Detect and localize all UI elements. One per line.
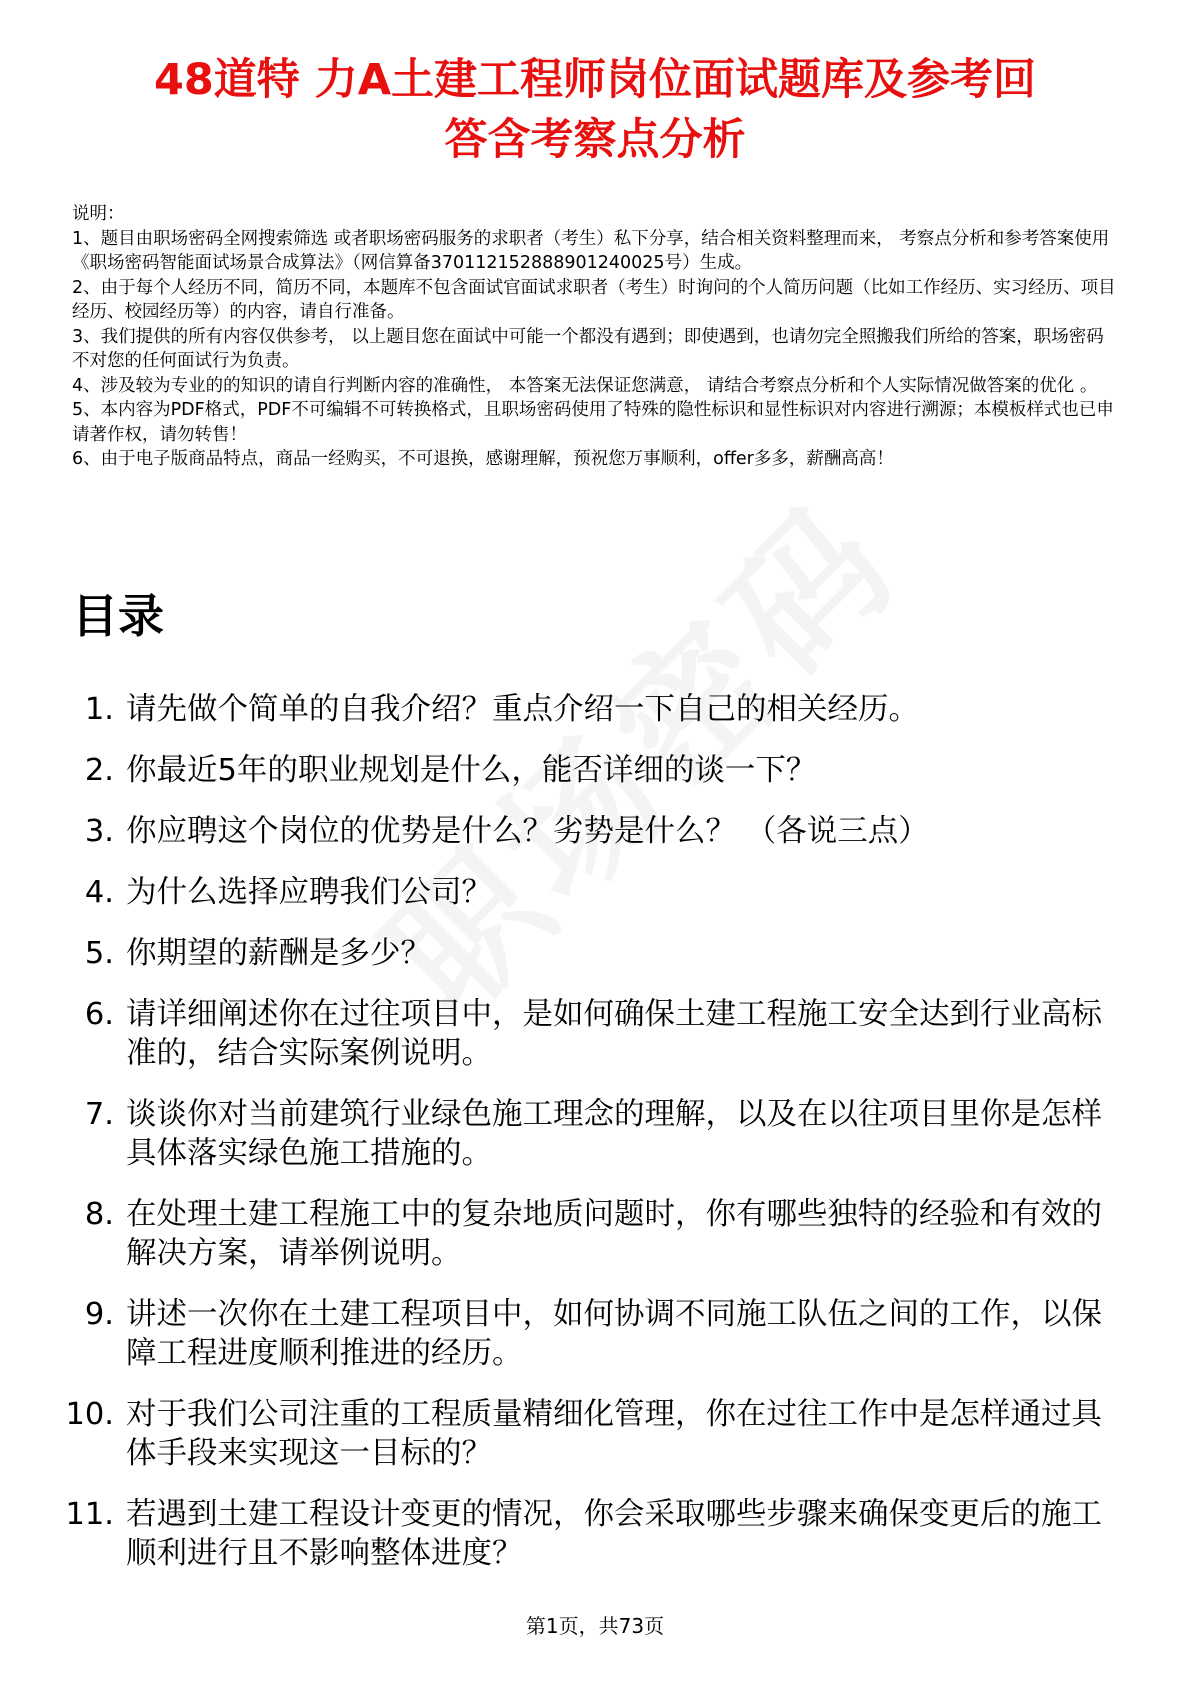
note-item: 4、涉及较为专业的的知识的请自行判断内容的准确性， 本答案无法保证您满意， 请结合考察点分析和个人实际情况做答案的优化 。 [72,375,1098,396]
toc-item-text: 请详细阐述你在过往项目中，是如何确保土建工程施工安全达到行业高标准的，结合实际案例说明。 [126,997,1102,1071]
toc-item-number: 6. [84,997,114,1032]
notes-section [72,202,1118,472]
toc-item[interactable] [0,995,1190,1073]
note-item: 2、由于每个人经历不同，简历不同，本题库不包含面试官面试求职者（考生）时询问的个人简历问题（比如工作经历、实习经历、项目经历、校园经历等）的内容，请自行准备。 [72,277,1116,322]
toc-item[interactable] [0,1395,1190,1473]
toc-item[interactable] [0,1095,1190,1173]
toc-item-number: 10. [65,1397,114,1432]
toc-item-text: 谈谈你对当前建筑行业绿色施工理念的理解，以及在以往项目里你是怎样具体落实绿色施工措施的。 [126,1097,1102,1171]
toc-item-text: 你应聘这个岗位的优势是什么？劣势是什么？ （各说三点） [126,814,929,849]
toc-item-number: 2. [84,753,114,788]
toc-item[interactable] [0,1195,1190,1273]
toc-item[interactable] [0,934,1190,973]
note-item: 3、我们提供的所有内容仅供参考， 以上题目您在面试中可能一个都没有遇到；即使遇到，也请勿完全照搬我们所给的答案，职场密码不对您的任何面试行为负责。 [72,326,1104,371]
toc-item[interactable] [0,812,1190,851]
title-line-2: 答含考察点分析 [444,115,746,165]
note-item: 5、本内容为PDF格式，PDF不可编辑不可转换格式，且职场密码使用了特殊的隐性标识和显性标识对内容进行溯源；本模板样式也已申请著作权，请勿转售！ [72,400,1114,445]
toc-item[interactable] [0,1495,1190,1573]
document-title [60,50,1130,170]
toc-item-text: 讲述一次你在土建工程项目中，如何协调不同施工队伍之间的工作，以保障工程进度顺利推进的经历。 [126,1297,1102,1371]
note-item: 1、题目由职场密码全网搜索筛选 或者职场密码服务的求职者（考生）私下分享，结合相关资料整理而来， 考察点分析和参考答案使用《职场密码智能面试场景合成算法》（网信算备370112152888901240025号）生成。 [72,228,1110,273]
toc-item-text: 在处理土建工程施工中的复杂地质问题时，你有哪些独特的经验和有效的解决方案，请举例说明。 [126,1197,1102,1271]
toc-item[interactable] [0,873,1190,912]
toc-item-text: 为什么选择应聘我们公司？ [126,875,492,910]
toc-item-number: 7. [84,1097,114,1132]
page-footer: 第1页，共73页 [525,1614,665,1638]
toc-item-number: 4. [84,875,114,910]
toc-item[interactable] [0,690,1190,729]
notes-heading: 说明： [72,204,125,224]
note-item: 6、由于电子版商品特点，商品一经购买，不可退换，感谢理解，预祝您万事顺利，offer多多，薪酬高高！ [72,449,894,469]
toc-item-text: 若遇到土建工程设计变更的情况，你会采取哪些步骤来确保变更后的施工顺利进行且不影响整体进度？ [126,1497,1102,1571]
toc-item-text: 请先做个简单的自我介绍？重点介绍一下自己的相关经历。 [126,692,919,727]
toc-item-number: 11. [65,1497,114,1532]
toc-heading: 目录 [72,589,164,643]
toc-item-number: 5. [84,936,114,971]
toc-item-text: 你最近5年的职业规划是什么，能否详细的谈一下？ [126,753,817,788]
toc-item-number: 9. [84,1297,114,1332]
toc-item-number: 8. [84,1197,114,1232]
toc-item-number: 3. [84,814,114,849]
toc-item-text: 对于我们公司注重的工程质量精细化管理，你在过往工作中是怎样通过具体手段来实现这一目标的？ [126,1397,1102,1471]
table-of-contents [0,690,1190,1595]
title-line-1: 48道特 力A土建工程师岗位面试题库及参考回 [153,55,1037,105]
toc-item-text: 你期望的薪酬是多少？ [126,936,431,971]
toc-item[interactable] [0,751,1190,790]
toc-item-number: 1. [84,692,114,727]
toc-item[interactable] [0,1295,1190,1373]
